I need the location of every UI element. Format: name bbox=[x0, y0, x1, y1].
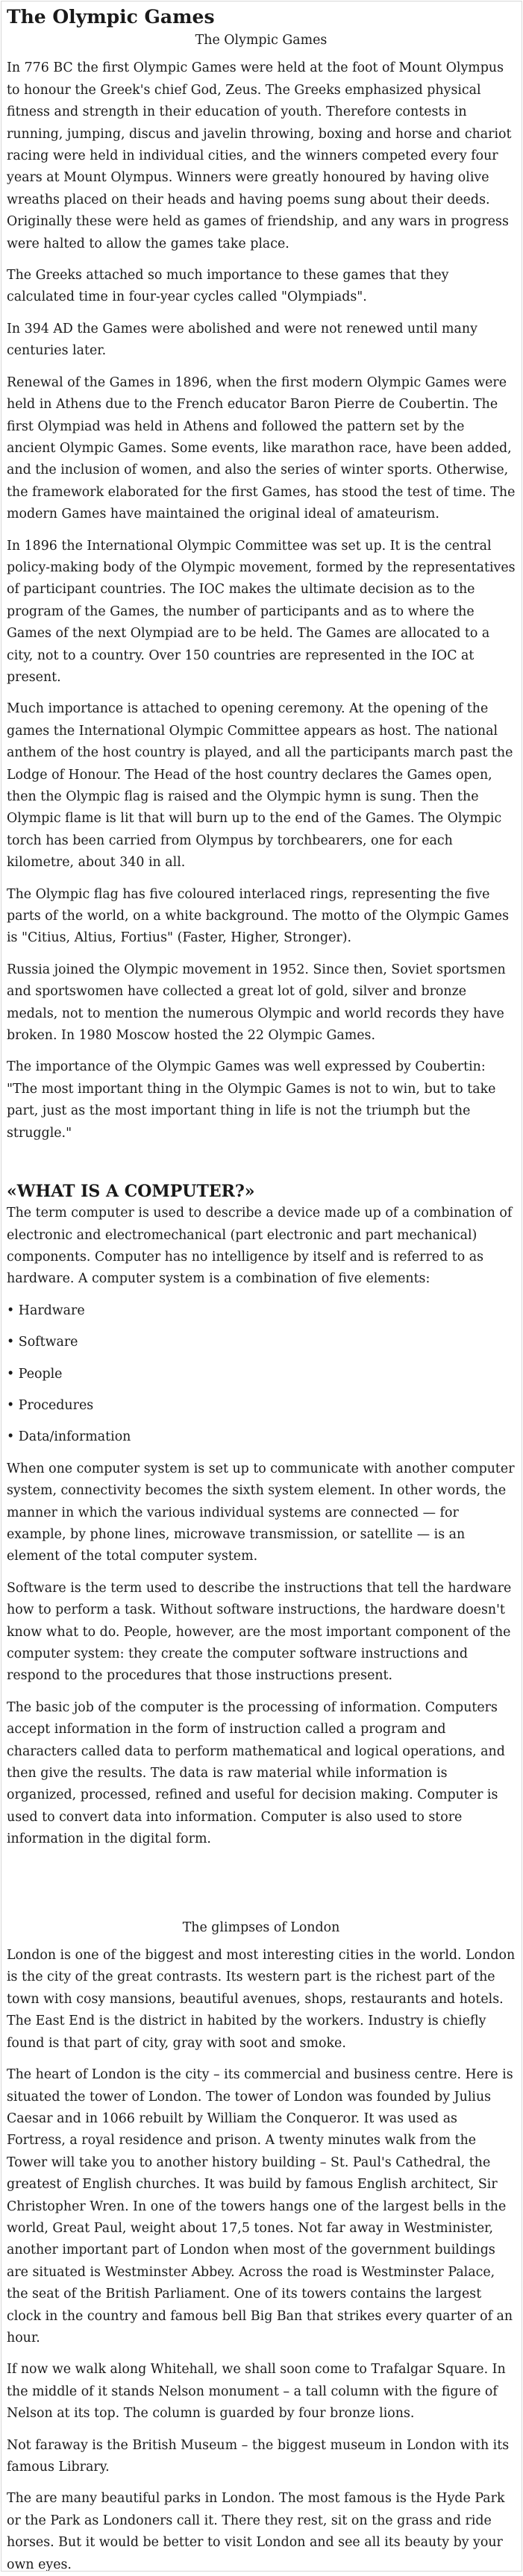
olympic-paragraph: The Olympic flag has five coloured interlaced rings, representing the five parts of the world, on a white background. The motto of the Olympic Games is "Citius, Altius, Fortius" (Faster, Higher, Stronger). bbox=[7, 886, 510, 946]
olympic-paragraph: Renewal of the Games in 1896, when the first modern Olympic Games were held in Athens due to the French educator Baron Pierre de Coubertin. The first Olympiad was held in Athens and followed the pattern set by the ancient Olympic Games. Some events, like marathon race, have been added, and the inclusion of women, and also the series of winter sports. Otherwise, the framework elaborated for the first Games, has stood the test of time. The modern Games have maintained the original ideal of amateurism. bbox=[7, 375, 516, 522]
olympic-paragraph: Russia joined the Olympic movement in 1952. Since then, Soviet sportsmen and sportswomen have collected a great lot of gold, silver and bronze medals, not to mention the numerous Olympic and world records they have broken. In 1980 Moscow hosted the 22 Olympic Games. bbox=[7, 962, 506, 1044]
london-paragraph: The heart of London is the city – its commercial and business centre. Here is situated the tower of London. The tower of London was founded by Julius Caesar and in 1066 rebuilt by William the Conqueror. It was used as Fortress, a royal residence and prison. A twenty minutes walk from the Tower will take you to another history building – St. Paul's Cathedral, the greatest of English churches. It was build by famous English architect, Sir Christopher Wren. In one of the towers hangs one of the largest bells in the world, Great Paul, weight about 17,5 tones. Not far away in Westminister, another important part of London when most of the government buildings are situated is Westminster Abbey. Across the road is Westminster Palace, the seat of the British Parliament. One of its towers contains the largest clock in the country and famous bell Big Ban that strikes every quarter of an hour. bbox=[7, 2067, 513, 2345]
olympic-paragraph: In 394 AD the Games were abolished and were not renewed until many centuries later. bbox=[7, 321, 477, 359]
london-heading: The glimpses of London bbox=[182, 1920, 340, 1935]
computer-intro: The term computer is used to describe a device made up of a combination of electronic and electromechanical (part electronic and part mechanical) components. Computer has no intelligence by itself and is referred to as hardware. A computer system is a combination of five elements: bbox=[7, 1206, 513, 1287]
london-paragraph: Not faraway is the British Museum – the biggest museum in London with its famous Library. bbox=[7, 2437, 510, 2475]
london-paragraph: The are many beautiful parks in London. The most famous is the Hyde Park or the Park as Londoners call it. There they rest, sit on the grass and ride horses. But it would be better to visit London and see all its beauty by your own eyes. bbox=[7, 2491, 505, 2572]
page-title: The Olympic Games bbox=[7, 6, 215, 28]
computer-paragraph: When one computer system is set up to communicate with another computer system, connectivity becomes the sixth system element. In other words, the manner in which the various individual systems are connected — for example, by phone lines, microwave transmission, or satellite — is an element of the total computer system. bbox=[7, 1461, 515, 1564]
element-list-item: • People bbox=[7, 1366, 63, 1382]
element-list-item: • Data/information bbox=[7, 1429, 131, 1445]
london-paragraph: If now we walk along Whitehall, we shall soon come to Trafalgar Square. In the middle of it stands Nelson monument – a tall column with the figure of Nelson at its top. The column is guarded by four bronze lions. bbox=[7, 2362, 506, 2422]
london-paragraph: London is one of the biggest and most interesting cities in the world. London is the city of the great contrasts. Its western part is the richest part of the town with cosy mansions, beautiful avenues, shops, restaurants and hotels. The East End is the district in habited by the workers. Industry is chiefly found is that part of city, gray with soot and smoke. bbox=[7, 1948, 516, 2051]
element-list-item: • Software bbox=[7, 1335, 78, 1350]
olympic-paragraph: Much importance is attached to opening ceremony. At the opening of the games the International Olympic Committee appears as host. The national anthem of the host country is played, and all the participants march past the Lodge of Honour. The Head of the host country declares the Games open, then the Olympic flag is raised and the Olympic hymn is sung. Then the Olympic flame is lit that will burn up to the end of the Games. The Olympic torch has been carried from Olympus by torchbearers, one for each kilometre, about 340 in all. bbox=[7, 701, 513, 871]
element-list-item: • Procedures bbox=[7, 1397, 94, 1413]
page-frame bbox=[1, 1, 522, 2572]
olympic-paragraph: The Greeks attached so much importance to these games that they calculated time in four-year cycles called "Olympiads". bbox=[7, 268, 449, 305]
olympic-paragraph: In 1896 the International Olympic Committee was set up. It is the central policy-making body of the Olympic movement, formed by the representatives of participant countries. The IOC makes the ultimate decision as to the program of the Games, the number of participants and as to where the Games of the next Olympiad are to be held. The Games are allocated to a city, not to a country. Over 150 countries are represented in the IOC at present. bbox=[7, 538, 516, 685]
computer-heading: «WHAT IS A COMPUTER?» bbox=[7, 1182, 255, 1202]
olympic-paragraph: In 776 BC the first Olympic Games were held at the foot of Mount Olympus to honour the Greek's chief God, Zeus. The Greeks emphasized physical fitness and strength in their education of youth. Therefore contests in running, jumping, discus and javelin throwing, boxing and horse and chariot racing were held in individual cities, and the winners competed every four years at Mount Olympus. Winners were greatly honoured by having olive wreaths placed on their heads and having poems sung about their deeds. Originally these were held as games of friendship, and any wars in progress were halted to allow the games take place. bbox=[7, 60, 512, 251]
element-list-item: • Hardware bbox=[7, 1303, 85, 1318]
olympic-paragraph: The importance of the Olympic Games was well expressed by Coubertin: "The most important thing in the Olympic Games is not to win, but to take part, just as the most important thing in life is not the triumph but the struggle." bbox=[7, 1059, 496, 1141]
computer-paragraph: The basic job of the computer is the processing of information. Computers accept information in the form of instruction called a program and characters called data to perform mathematical and logical operations, and then give the results. The data is raw material while information is organized, processed, refined and useful for decision making. Computer is used to convert data into information. Computer is also used to store information in the digital form. bbox=[7, 1699, 505, 1847]
computer-paragraph: Software is the term used to describe the instructions that tell the hardware how to perform a task. Without software instructions, the hardware doesn't know what to do. People, however, are the most important component of the computer system: they create the computer software instructions and respond to the procedures that those instructions present. bbox=[7, 1580, 512, 1684]
olympic-subtitle: The Olympic Games bbox=[195, 33, 328, 48]
